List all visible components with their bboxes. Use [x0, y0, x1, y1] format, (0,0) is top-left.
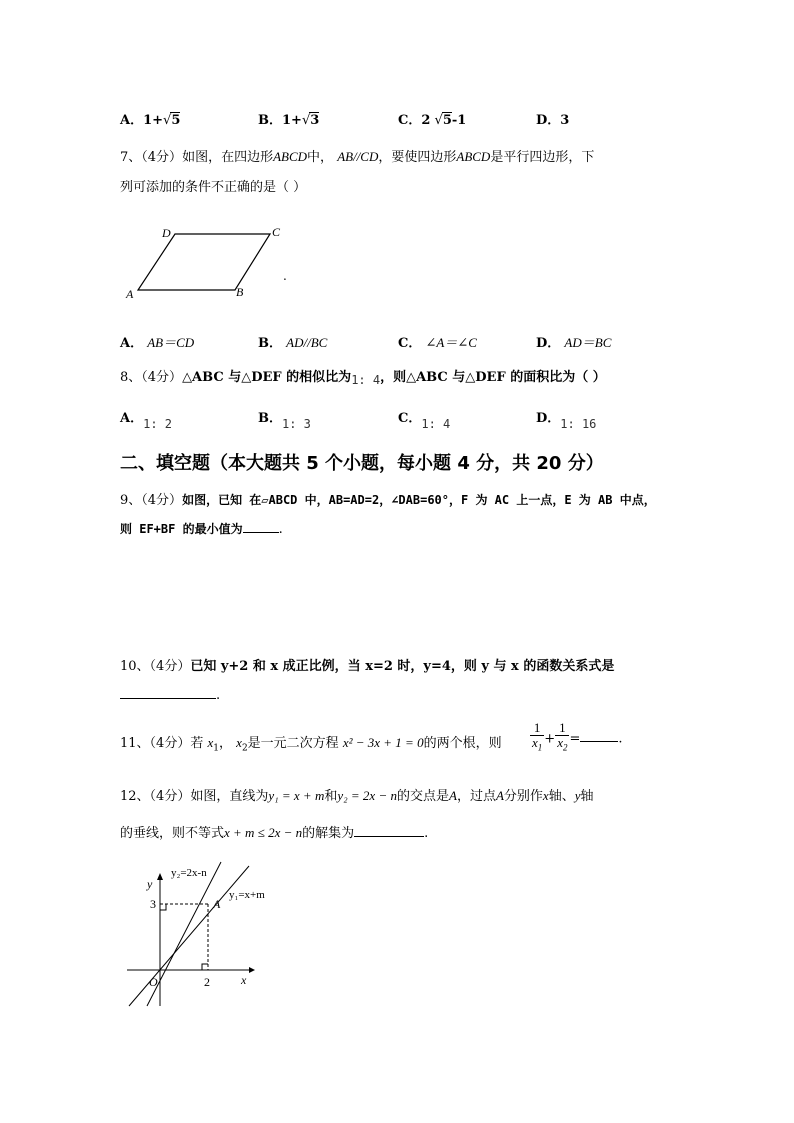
right-angle-mark-x: [202, 964, 208, 970]
figure-label-b: B: [236, 285, 244, 299]
label-y2: y₂=2x-n: [171, 867, 207, 879]
section-2-title: 二、填空题（本大题共 5 个小题，每小题 4 分，共 20 分）: [120, 453, 604, 474]
figure-label-c: C: [272, 225, 281, 239]
q6-option-a: A．1+√5: [120, 113, 181, 128]
label-y1: y₁=x+m: [229, 889, 265, 901]
q12-line-1: 12、（4分）如图，直线为y₁ = x + m和y₂ = 2x − n的交点是A，过点A分别作x轴、y轴: [120, 788, 594, 804]
right-angle-mark-y: [160, 904, 166, 910]
tick-2: 2: [204, 975, 210, 989]
q7-option-b: B． AD//BC: [258, 335, 328, 351]
figure-dot: .: [283, 269, 287, 283]
q11-fraction-1: $\frac{1}{x_1}$: [532, 720, 543, 753]
q12-line-graph: [125, 858, 265, 1008]
label-y: y: [147, 877, 153, 891]
q11-fraction-expression: $\frac{1}{x_1}$ + $\frac{1}{x_2}$ = .: [532, 720, 623, 753]
q12-answer-blank: [354, 824, 424, 837]
q7-line-1: 7、（4分）如图，在四边形ABCD中， AB//CD，要使四边形ABCD是平行四边形，下: [120, 149, 595, 165]
q10-answer-blank: [120, 686, 216, 699]
q7-parallelogram-figure: [120, 222, 300, 304]
q12-line-2: 的垂线，则不等式x + m ≤ 2x − n的解集为 .: [120, 825, 429, 841]
q8-option-c: C．1: 4: [398, 411, 451, 431]
figure-label-a: A: [126, 287, 134, 301]
q6-option-d: D．3: [536, 113, 570, 128]
q11-line: 11、（4分）若 $x_1$， $x_2$是一元二次方程 x² − 3x + 1 = 0的两个根，则: [120, 735, 502, 754]
label-a: A: [213, 897, 221, 911]
q11-answer-blank: [580, 729, 618, 742]
q10-line-2: .: [120, 686, 220, 703]
label-o: O: [149, 975, 158, 989]
q6-option-c: C．2 √5-1: [398, 113, 467, 128]
q8-option-d: D．1: 16: [536, 411, 597, 431]
q10-line-1: 10、（4分）已知 y+2 和 x 成正比例，当 x=2 时，y=4，则 y 与 x 的函数关系式是: [120, 659, 615, 674]
q7-option-d: D． AD＝BC: [536, 335, 612, 351]
q8-option-a: A．1: 2: [120, 411, 172, 431]
tick-3: 3: [150, 897, 156, 911]
x-axis-arrow: [249, 967, 255, 973]
q6-option-b: B．1+√3: [258, 113, 320, 128]
figure-label-d: D: [162, 226, 171, 240]
q9-answer-blank: [243, 520, 279, 533]
q7-line-2: 列可添加的条件不正确的是（ ）: [120, 180, 307, 195]
q11-fraction-2: $\frac{1}{x_2}$: [557, 720, 568, 753]
q8-option-b: B．1: 3: [258, 411, 311, 431]
q7-option-c: C． ∠A＝∠C: [398, 335, 477, 351]
y-axis-arrow: [157, 873, 163, 880]
q7-option-a: A． AB＝CD: [120, 335, 195, 351]
q8-line: 8、（4分）△ABC 与△DEF 的相似比为1: 4，则△ABC 与△DEF 的面积比为（ ）: [120, 370, 606, 387]
q9-line-2: 则 EF+BF 的最小值为 .: [120, 522, 283, 537]
label-x: x: [241, 973, 247, 987]
q9-line-1: 9、（4分）如图，已知 在▱ABCD 中，AB=AD=2，∠DAB=60°，F 为 AC 上一点，E 为 AB 中点，: [120, 493, 656, 508]
